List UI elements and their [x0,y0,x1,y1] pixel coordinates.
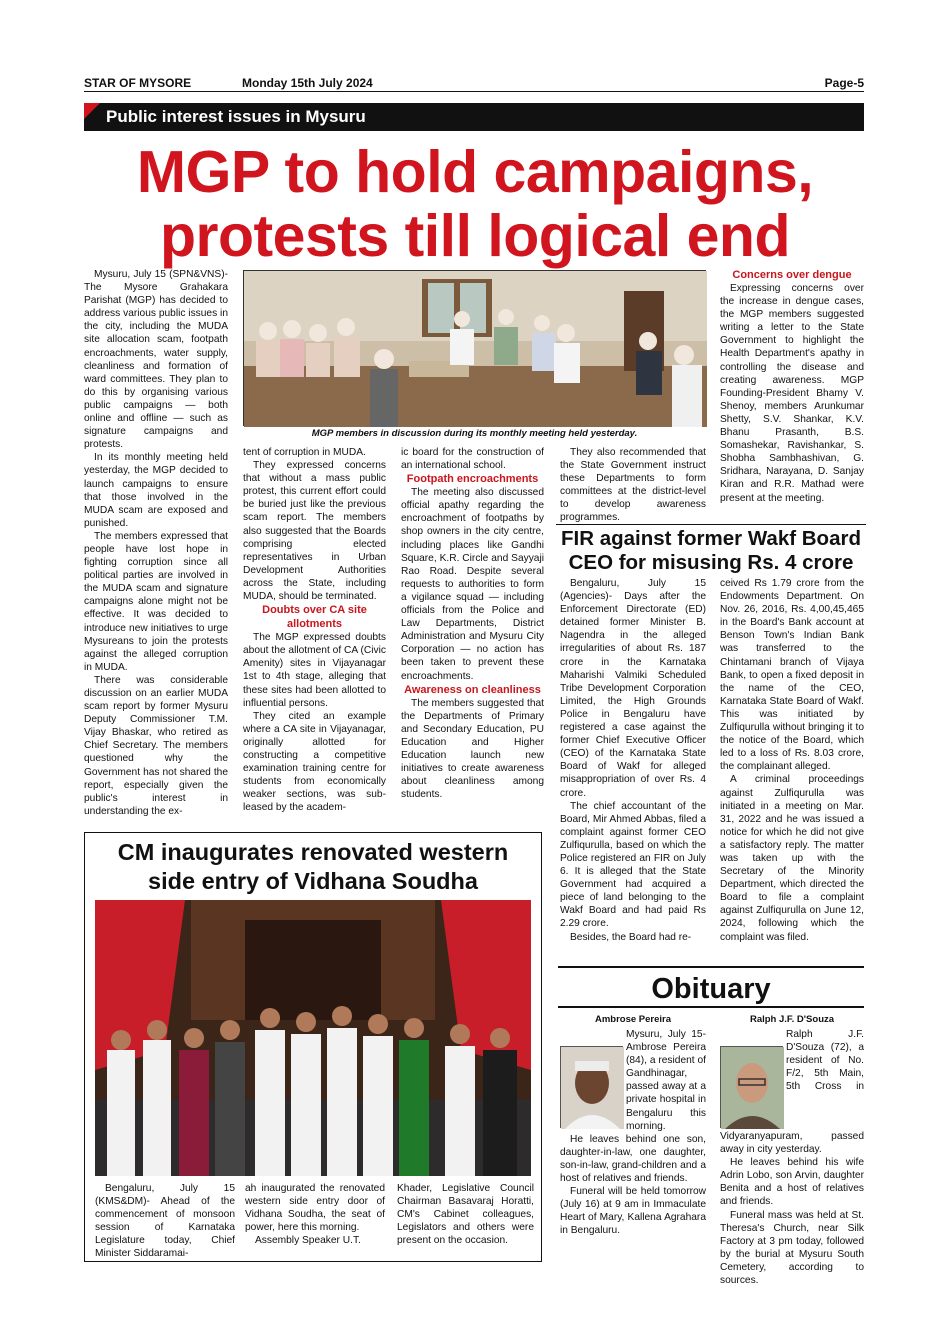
mgp-column-4 [560,446,706,524]
mgp-paragraph: They cited an example where a CA site in Vijayanagar, originally allotted for constructing a competitive examination training centre for students from economically weaker sections, was sub-leased by the academ- [243,710,386,814]
subhead-ca-sites: Doubts over CA site allotments [262,604,367,631]
issue-date: Monday 15th July 2024 [242,76,373,90]
cm-paragraph: Khader, Legislative Council Chairman Basavaraj Horatti, CM's Cabinet colleagues, Legislators and others were present on the occasion. [397,1183,534,1247]
mgp-paragraph: The meeting also discussed official apathy regarding the encroachment of footpaths by shop owners in the city centre, including places like Gandhi Square, K.R. Circle and Sayyaji Rao Road. Despite several requests to authorities to form a vigilance squad — including officials from the Police and Law Departments, District Administration and Mysuru City Corporation — no action has been taken to prevent these encroachments. [401,487,544,682]
mgp-paragraph: There was considerable discussion on an earlier MUDA scam report by former Mysuru Deputy Commissioner T.M. Vijay Bhaskar, who retired as Chief Secretary. The members questioned why the Government has not shared the report, especially given the public's interest in understanding the ex- [84,674,228,817]
mgp-column-3 [401,446,544,826]
cm-paragraph: ah inaugurated the renovated western side entry door of Vidhana Soudha, the seat of power, here this morning. [245,1183,385,1234]
mgp-paragraph: The MGP expressed doubts about the allotment of CA (Civic Amenity) sites in Vijayanagar 1st to 4th stage, alleging that these sites had been allotted to influential persons. [243,632,386,709]
cm-column-3 [397,1182,534,1258]
obituary-text-left [560,1028,706,1264]
headline-line-1: MGP to hold campaigns, [136,139,814,205]
fir-headline-line-2: CEO for misusing Rs. 4 crore [568,551,854,574]
photo-spacer [720,1028,786,1130]
headline-line-2: protests till logical end [159,203,791,269]
subhead-cleanliness: Awareness on cleanliness [404,683,541,696]
cm-paragraph: Assembly Speaker U.T. [255,1235,361,1247]
obituary-name-left: Ambrose Pereira [594,1014,672,1025]
obituary-paragraph: Ralph J.F. D'Souza (72), a resident of No. F/2, 5th Main, 5th Cross in Vidyaranyapuram, passed away in city yesterday. [720,1029,864,1156]
fir-column-2 [720,577,864,957]
mgp-paragraph: Mysuru, July 15 (SPN&VNS)- The Mysore Grahakara Parishat (MGP) has decided to address various public issues in the city, including the MUDA site allocation scam, footpath encroachments, water supply, cleanliness and formation of ward committees. They plan to do this by organising various public campaigns — both online and offline — such as signature campaigns and protests. [84,269,228,451]
obituary-paragraph: Funeral will be held tomorrow (July 16) at 9 am in Immaculate Heart of Mary, Kallena Agrahara in Bengaluru. [560,1186,706,1237]
cm-column-1 [95,1182,235,1258]
mgp-column-2 [243,446,386,826]
fir-paragraph: A criminal proceedings against Zulfiqurulla was initiated in a meeting on Mar. 31, 2022 and he was issued a notice for which he did not give a satisfactory reply. The matter was taken up with the Secretary of the Minority Department, which directed the Board to file a complaint against Zulfiqurulla on June 12, 2024, following which the complaint was filed. [720,774,864,943]
mgp-column-5 [720,268,864,518]
vidhana-soudha-photo [95,900,531,1176]
main-headline [80,140,870,268]
obituary-text-right [720,1028,864,1287]
obituary-name-right: Ralph J.F. D'Souza [749,1014,835,1025]
fir-paragraph: The chief accountant of the Board, Mir Ahmed Abbas, filed a complaint against former CEO Zulfiqurulla, based on which the Police registered an FIR on July 6. It is alleged that the State Government had acquired a piece of land belonging to the Wakf Board and had paid Rs 2.29 crore. [560,800,706,930]
fir-paragraph: Bengaluru, July 15 (Agencies)- Days after the Enforcement Directorate (ED) detained former Minister B. Nagendra in the alleged irregularities of about Rs. 187 crore in the Karnataka Maharishi Valmiki Scheduled Tribe Development Corporation Limited, the High Grounds Police in Bengaluru have registered a case against the former Chief Executive Officer (CEO) of the Karnataka State Board of Wakf for alleged misappropriation of over Rs. 4 crore. [560,578,706,799]
mgp-paragraph: Expressing concerns over the increase in dengue cases, the MGP members suggested writing a letter to the State Government to highlight the Health Department's apathy in controlling the disease and creating awareness. MGP Founding-President Bhamy V. Shenoy, members Arunkumar Shetty, S.V. Shankar, K.V. Bhanu Prasanth, B.S. Somashekar, Ravishankar, S. Shobha Sambhashivan, G. Sridhara, Narayana, D. Sanjay Kiran and R.R. Mathad were present at the meeting. [720,283,864,504]
section-band: Public interest issues in Mysuru [84,103,864,131]
mgp-paragraph: In its monthly meeting held yesterday, the MGP decided to launch campaigns to ensure that those involved in the MUDA scam are exposed and punished. [84,452,228,529]
mgp-paragraph: tent of corruption in MUDA. [243,447,366,458]
fir-headline [556,524,866,575]
subhead-footpath: Footpath encroachments [406,473,539,486]
meeting-room-illustration [244,271,707,427]
obituary-title: Obituary [558,966,864,1008]
page-number: Page-5 [824,76,864,90]
photo-spacer [560,1028,626,1130]
fir-paragraph: ceived Rs 1.79 crore from the Endowments Department. On Nov. 26, 2016, Rs. 4,00,45,465 in the Board's Bank account at Benson Town's Indian Bank was transferred to the Chintamani branch of Vijaya Bank, to open a fixed deposit in the name of the CEO, Karnataka State Board of Wakf. This was initiated by Zulfiqurulla without bringing it to the notice of the Board, which led to a loss of Rs. 8.03 crore, the complainant alleged. [720,578,864,773]
mgp-paragraph: They also recommended that the State Government instruct these Departments to form committees at the district-level to develop awareness programmes. [560,447,706,524]
cm-headline [88,838,538,896]
mgp-paragraph: They expressed concerns that without a mass public protest, this current effort could be buried just like the previous scam report. The members also suggested that the Boards comprising elected representatives in Urban Development Authorities across the State, including MUDA, should be terminated. [243,460,386,603]
obituary-paragraph: Mysuru, July 15- Ambrose Pereira (84), a resident of Gandhinagar, passed away at a private hospital in Bengaluru this morning. [626,1029,706,1132]
obituary-paragraph: He leaves behind his wife Adrin Lobo, son Arvin, daughter Benita and a host of relatives and friends. [720,1157,864,1208]
photo-caption: MGP members in discussion during its monthly meeting held yesterday. [311,428,638,439]
obituary-paragraph: He leaves behind one son, daughter-in-law, one daughter, son-in-law, grand-children and a host of relatives and friends. [560,1133,706,1185]
fir-paragraph: Besides, the Board had re- [570,931,692,943]
fir-column-1 [560,577,706,957]
cm-paragraph: Bengaluru, July 15 (KMS&DM)- Ahead of the commencement of monsoon session of Karnataka Legislature today, Chief Minister Siddaramai- [95,1183,235,1260]
inauguration-illustration [95,900,531,1176]
mgp-column-1 [84,268,228,828]
masthead [84,76,864,92]
mgp-paragraph: ic board for the construction of an international school. [401,447,544,472]
cm-headline-line-1: CM inaugurates renovated western [117,839,509,865]
section-band-marker [84,103,100,119]
mgp-paragraph: The members suggested that the Departments of Primary and Secondary Education, PU Education and Higher Education launch new initiatives to create awareness about cleanliness among students. [401,697,544,801]
obituary-paragraph: Funeral mass was held at St. Theresa's Church, near Silk Factory at 3 pm today, followed by the burial at Mysuru South Cemetery, according to sources. [720,1209,864,1287]
mgp-meeting-photo [243,270,706,426]
mgp-paragraph: The members expressed that people have lost hope in fighting corruption since all political parties are involved in the MUDA scam and signature campaigns alone might not be effective. It was decided to introduce new initiatives to urge Mysureans to join the protests against the alleged corruption in MUDA. [84,530,228,673]
paper-name: STAR OF MYSORE [84,76,192,90]
cm-headline-line-2: side entry of Vidhana Soudha [148,868,478,894]
cm-column-2 [245,1182,385,1258]
fir-headline-line-1: FIR against former Wakf Board [561,527,861,550]
subhead-dengue: Concerns over dengue [732,269,852,281]
